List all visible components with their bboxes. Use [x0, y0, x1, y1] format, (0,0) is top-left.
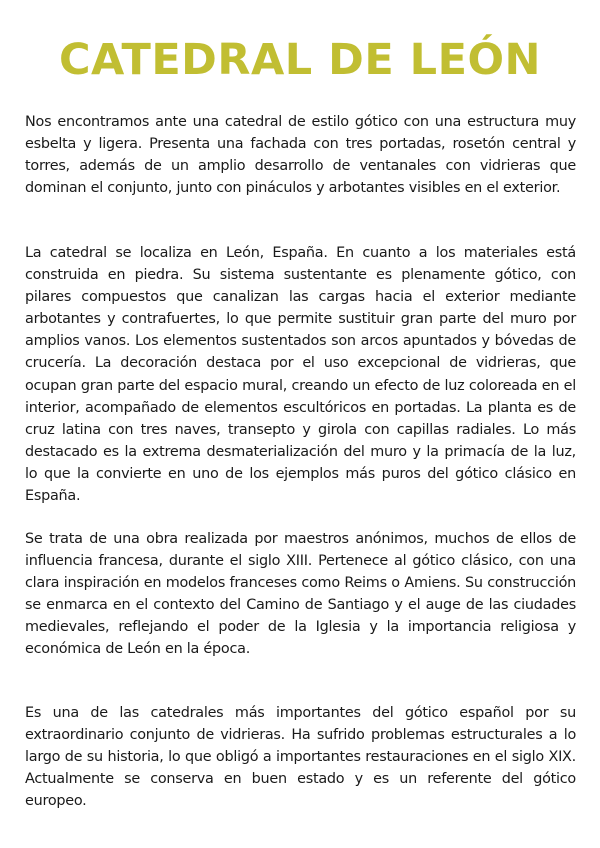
- page-title: CATEDRAL DE LEÓN: [58, 35, 541, 85]
- paragraph-conclusion: Es una de las catedrales más importantes del gótico español por su extraordinario conjunto de vidrieras. Ha sufrido problemas estructurales a lo largo de su historia, lo que obligó a importantes restauraciones en el siglo XIX. Actualmente se conserva en buen estado y es un referente del gótico europeo.: [25, 705, 576, 810]
- paragraph-analysis: La catedral se localiza en León, España. En cuanto a los materiales está construida en piedra. Su sistema sustentante es plenamente gótico, con pilares compuestos que canalizan las cargas hacia el exterior mediante arbotantes y contrafuertes, lo que permite sustituir gran parte del muro por amplios vanos. Los elementos sustentados son arcos apuntados y bóvedas de crucería. La decoración destaca por el uso excepcional de vidrieras, que ocupan gran parte del espacio mural, creando un efecto de luz coloreada en el interior, acompañado de elementos escultóricos en portadas. La planta es de cruz latina con tres naves, transepto y girola con capillas radiales. Lo más destacado es la extrema desmaterialización del muro y la primacía de la luz, lo que la convierte en uno de los ejemplos más puros del gótico clásico en España.: [25, 245, 576, 505]
- paragraph-description: Nos encontramos ante una catedral de estilo gótico con una estructura muy esbelta y ligera. Presenta una fachada con tres portadas, rosetón central y torres, además de un amplio desarrollo de ventanales con vidrieras que dominan el conjunto, junto con pináculos y arbotantes visibles en el exterior.: [25, 114, 576, 197]
- paragraph-context: Se trata de una obra realizada por maestros anónimos, muchos de ellos de influencia francesa, durante el siglo XIII. Pertenece al gótico clásico, con una clara inspiración en modelos franceses como Reims o Amiens. Su construcción se enmarca en el contexto del Camino de Santiago y el auge de las ciudades medievales, reflejando el poder de la Iglesia y la importancia religiosa y económica de León en la época.: [25, 531, 576, 658]
